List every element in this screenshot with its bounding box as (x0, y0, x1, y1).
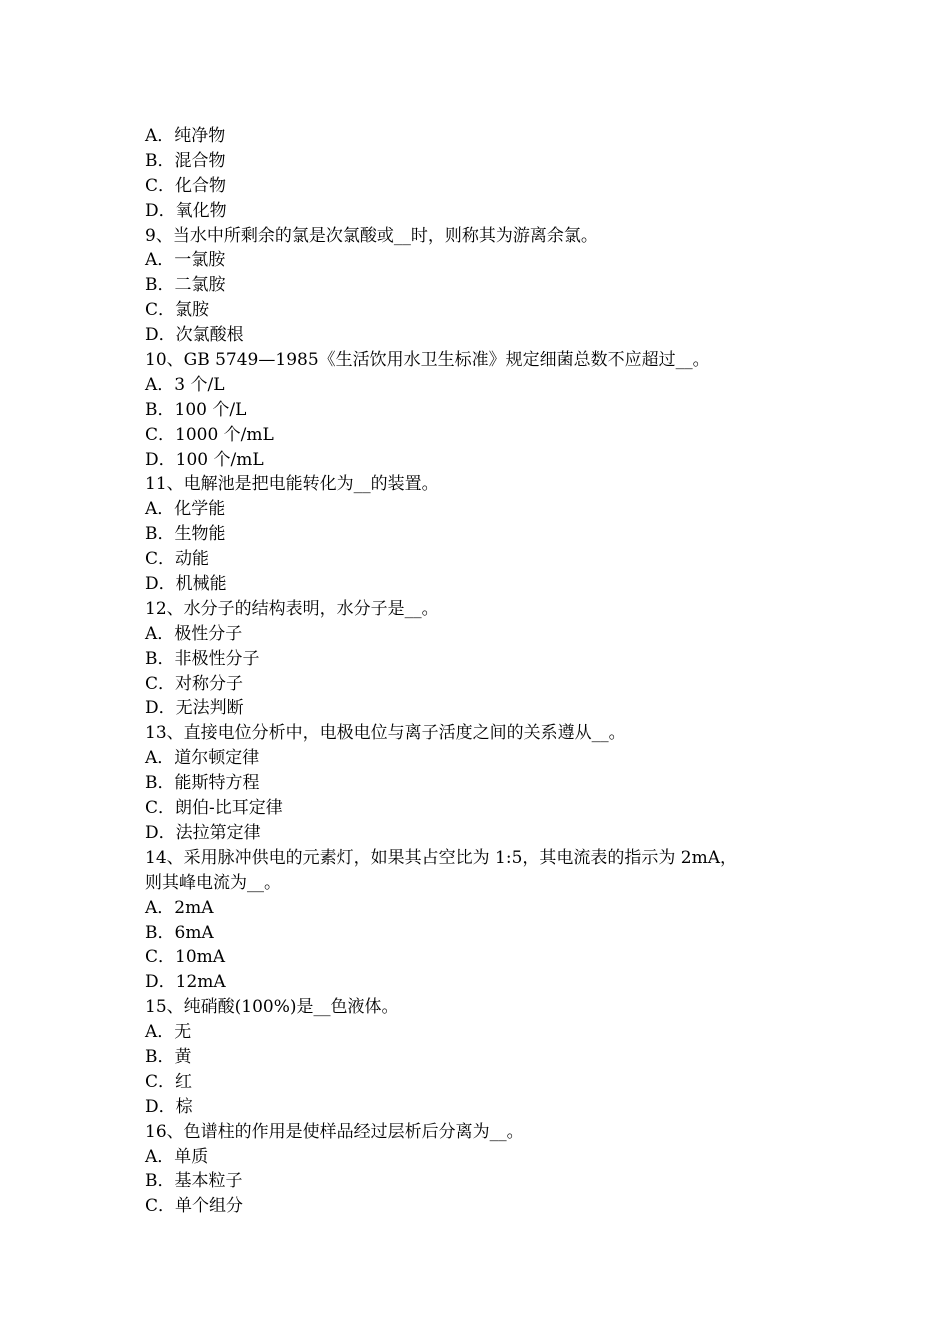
option-text: 1000 个/mL (175, 424, 274, 445)
option-letter: B． (145, 1046, 175, 1067)
option-letter: B． (145, 150, 175, 171)
option-letter: C． (145, 424, 176, 445)
option-letter: A． (145, 374, 175, 395)
option-text: 法拉第定律 (175, 822, 261, 843)
answer-option (145, 398, 810, 423)
option-letter: D． (145, 1096, 176, 1117)
answer-option (145, 647, 810, 672)
option-text: 生物能 (174, 524, 226, 545)
option-letter: C． (145, 798, 176, 819)
document-body (145, 124, 810, 1219)
option-letter: A． (145, 250, 175, 271)
option-text: 12mA (175, 972, 226, 993)
answer-option (145, 174, 810, 199)
question-text: 14、采用脉冲供电的元素灯，如果其占空比为 1:5，其电流表的指示为 2mA， (145, 847, 738, 868)
option-text: 二氯胺 (174, 275, 226, 296)
answer-option (145, 771, 810, 796)
option-letter: A． (145, 623, 175, 644)
answer-option (145, 497, 810, 522)
answer-option (145, 796, 810, 821)
question-text: 则其峰电流为__。 (145, 872, 281, 893)
answer-option (145, 124, 810, 149)
option-text: 单个组分 (175, 1196, 244, 1217)
answer-option (145, 696, 810, 721)
option-text: 黄 (174, 1046, 192, 1067)
option-letter: A． (145, 1022, 175, 1043)
question-text: 9、当水中所剩余的氯是次氯酸或__时，则称其为游离余氯。 (145, 225, 598, 246)
answer-option (145, 547, 810, 572)
option-letter: C． (145, 947, 176, 968)
question-text: 16、色谱柱的作用是使样品经过层析后分离为__。 (145, 1121, 524, 1142)
question-text: 12、水分子的结构表明，水分子是__。 (145, 598, 439, 619)
option-text: 混合物 (174, 150, 226, 171)
option-letter: D． (145, 972, 176, 993)
option-text: 棕 (175, 1096, 193, 1117)
option-text: 6mA (174, 922, 214, 943)
option-letter: B． (145, 648, 175, 669)
option-letter: D． (145, 449, 176, 470)
option-letter: A． (145, 126, 175, 146)
option-text: 道尔顿定律 (174, 748, 260, 769)
answer-option (145, 373, 810, 398)
question-text: 10、GB 5749—1985《生活饮用水卫生标准》规定细菌总数不应超过__。 (145, 350, 710, 371)
option-letter: B． (145, 1171, 175, 1192)
option-text: 100 个/L (174, 399, 247, 420)
option-text: 朗伯-比耳定律 (175, 798, 283, 819)
option-letter: C． (145, 1071, 176, 1092)
option-letter: B． (145, 773, 175, 794)
option-letter: C． (145, 175, 176, 196)
option-text: 纯净物 (174, 126, 226, 146)
answer-option (145, 423, 810, 448)
option-text: 机械能 (175, 574, 227, 595)
answer-option (145, 945, 810, 970)
option-text: 基本粒子 (174, 1171, 243, 1192)
option-letter: C． (145, 300, 176, 321)
option-text: 能斯特方程 (174, 773, 260, 794)
answer-option (145, 1070, 810, 1095)
answer-option (145, 199, 810, 224)
option-text: 10mA (175, 947, 226, 968)
answer-option (145, 821, 810, 846)
option-text: 化合物 (175, 175, 227, 196)
answer-option (145, 149, 810, 174)
answer-option (145, 1095, 810, 1120)
answer-option (145, 248, 810, 273)
option-text: 极性分子 (174, 623, 243, 644)
option-text: 次氯酸根 (175, 325, 244, 346)
option-letter: D． (145, 200, 176, 221)
option-text: 一氯胺 (174, 250, 226, 271)
option-text: 单质 (174, 1146, 209, 1167)
answer-option (145, 1194, 810, 1219)
option-text: 红 (175, 1071, 193, 1092)
answer-option (145, 298, 810, 323)
answer-option (145, 896, 810, 921)
answer-option (145, 672, 810, 697)
answer-option (145, 622, 810, 647)
option-text: 3 个/L (174, 374, 225, 395)
answer-option (145, 921, 810, 946)
option-letter: C． (145, 1196, 176, 1217)
option-text: 化学能 (174, 499, 226, 520)
answer-option (145, 448, 810, 473)
answer-option (145, 323, 810, 348)
answer-option (145, 1169, 810, 1194)
answer-option (145, 522, 810, 547)
option-text: 氯胺 (175, 300, 210, 321)
option-letter: D． (145, 574, 176, 595)
answer-option (145, 1145, 810, 1170)
option-text: 无 (174, 1022, 192, 1043)
option-letter: B． (145, 275, 175, 296)
option-text: 非极性分子 (174, 648, 260, 669)
option-letter: C． (145, 673, 176, 694)
option-letter: A． (145, 748, 175, 769)
option-text: 2mA (174, 897, 214, 918)
answer-option (145, 273, 810, 298)
option-letter: A． (145, 499, 175, 520)
option-letter: A． (145, 897, 175, 918)
answer-option (145, 1020, 810, 1045)
answer-option (145, 746, 810, 771)
question-text: 13、直接电位分析中，电极电位与离子活度之间的关系遵从__。 (145, 723, 626, 744)
option-text: 100 个/mL (175, 449, 264, 470)
option-letter: D． (145, 325, 176, 346)
option-text: 动能 (175, 549, 210, 570)
question-text: 15、纯硝酸(100%)是__色液体。 (145, 997, 399, 1018)
option-letter: D． (145, 698, 176, 719)
option-text: 氧化物 (175, 200, 227, 221)
question-text: 11、电解池是把电能转化为__的装置。 (145, 474, 439, 495)
answer-option (145, 970, 810, 995)
answer-option (145, 572, 810, 597)
option-letter: A． (145, 1146, 175, 1167)
option-text: 对称分子 (175, 673, 244, 694)
option-letter: C． (145, 549, 176, 570)
option-text: 无法判断 (175, 698, 244, 719)
option-letter: B． (145, 524, 175, 545)
option-letter: B． (145, 922, 175, 943)
option-letter: D． (145, 822, 176, 843)
option-letter: B． (145, 399, 175, 420)
answer-option (145, 1045, 810, 1070)
